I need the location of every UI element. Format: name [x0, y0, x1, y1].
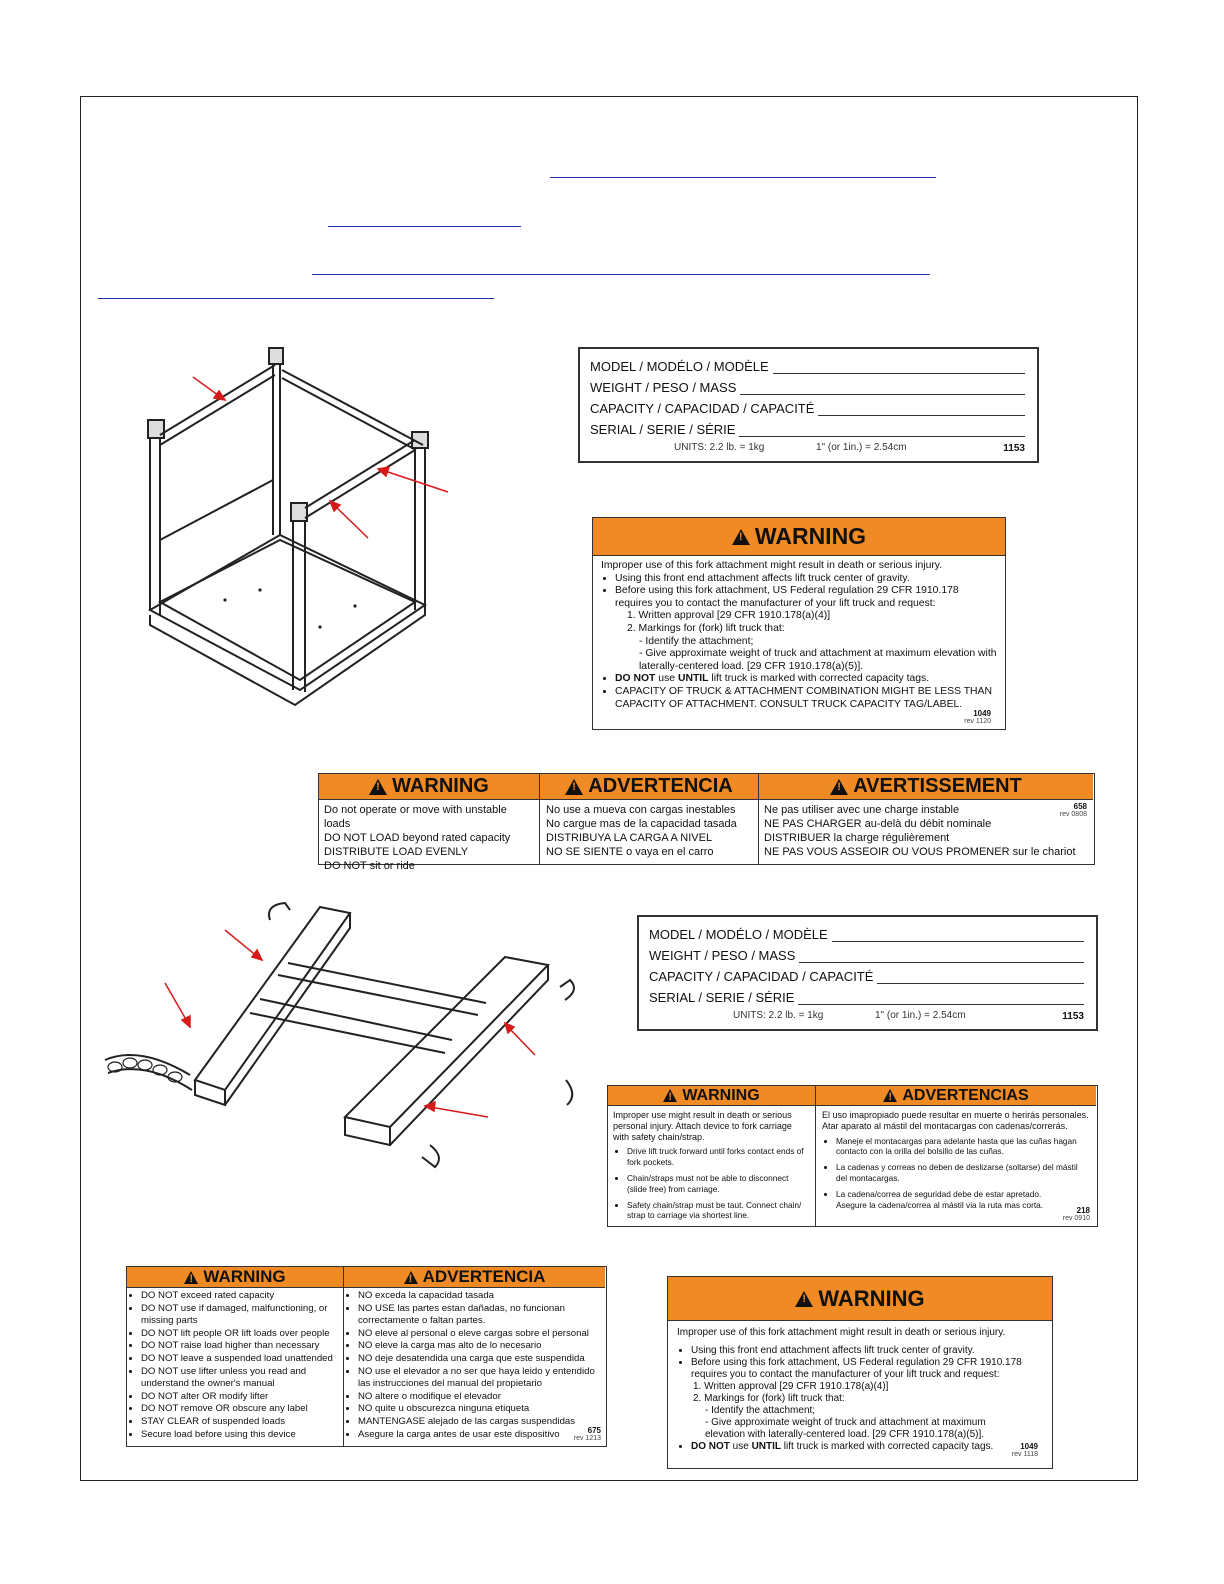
bullet: • Secure load before using this device: [141, 1429, 339, 1442]
bullet: • NO exceda la capacidad tasada: [358, 1290, 601, 1303]
warning-bullet: Before using this fork attachment, US Federal regulation 29 CFR 1910.178 requires you to contact the manufacturer of your lift truck and request:: [615, 585, 959, 609]
warning-sub-dash: - Identify the attachment;: [639, 635, 754, 647]
header-en: WARNING: [203, 1267, 286, 1286]
warning-triangle-icon: [404, 1271, 418, 1284]
bullet: • MANTENGASE alejado de las cargas suspendidas: [358, 1416, 601, 1429]
warning-triangle-icon: [184, 1271, 198, 1284]
bullet: • NO quite u obscurezca ninguna etiqueta: [358, 1403, 601, 1416]
label-number: 658 rev 0808: [1059, 802, 1087, 818]
line: Ne pas utiliser avec une charge instable: [764, 804, 960, 816]
warning-label-218: [607, 1085, 1098, 1227]
bullet: • DO NOT leave a suspended load unattended: [141, 1353, 339, 1366]
line: NE PAS CHARGER au-delà du débit nominale: [764, 818, 992, 830]
warning-sub-item: 1. Written approval [29 CFR 1910.178(a)(4)]: [693, 1381, 889, 1392]
bullet: • NO USE las partes estan dañadas, no funcionan correctamente o faltan partes.: [358, 1303, 601, 1328]
warning-bullet: • DO NOT use UNTIL lift truck is marked with corrected capacity tags.: [615, 673, 997, 686]
warning-sub-item: 1. Written approval [29 CFR 1910.178(a)(4)]: [627, 610, 831, 622]
bullet: • NO eleve al personal o eleve cargas sobre el personal: [358, 1328, 601, 1341]
id-plate-1: [578, 347, 1039, 463]
plate-model-label: MODEL / MODÉLO / MODÈLE: [590, 359, 769, 374]
warning-sub-dash: - Identify the attachment;: [705, 1405, 816, 1416]
id-plate-2: [637, 915, 1098, 1031]
header-es: ADVERTENCIAS: [902, 1086, 1029, 1104]
line: DO NOT LOAD beyond rated capacity: [324, 832, 511, 844]
label-number: 1049 rev 1120: [964, 709, 991, 725]
plate-weight-label: WEIGHT / PESO / MASS: [649, 948, 796, 963]
bullet: • DO NOT use if damaged, malfunctioning, or missing parts: [141, 1303, 339, 1328]
plate-units-in: 1" (or 1in.) = 2.54cm: [816, 442, 907, 453]
warning-triangle-icon: [883, 1089, 897, 1102]
line: No use a mueva con cargas inestables: [546, 804, 736, 816]
bullet: • NO deje desatendida una carga que este suspendida: [358, 1353, 601, 1366]
plate-units-in: 1" (or 1in.) = 2.54cm: [875, 1010, 966, 1021]
warning-header: ! WARNING: [668, 1277, 1052, 1321]
line: DISTRIBUER la charge régulièrement: [764, 832, 950, 844]
bullet: • Safety chain/strap must be taut. Connect chain/ strap to carriage via shortest line.: [627, 1200, 810, 1222]
header-fr: AVERTISSEMENT: [853, 775, 1022, 797]
plate-units-lb: UNITS: 2.2 lb. = 1kg: [674, 442, 765, 453]
line: NO SE SIENTE o vaya en el carro: [546, 846, 714, 858]
warning-triangle-icon: [732, 529, 750, 545]
warning-triangle-icon: [369, 779, 387, 795]
warning-triangle-icon: [830, 779, 848, 795]
bullet: • Maneje el montacargas para adelante hasta que las cuñas hagan contacto con la orilla del bolsillo de las cuñas.: [836, 1136, 1090, 1158]
plate-serial-label: SERIAL / SERIE / SÉRIE: [590, 422, 736, 437]
header-en: WARNING: [392, 775, 489, 797]
header-es: ADVERTENCIA: [422, 1267, 546, 1286]
warning-triangle-icon: [663, 1089, 677, 1102]
plate-number: 1153: [1003, 443, 1025, 454]
bullet: • Chain/straps must not be able to disconnect (slide free) from carriage.: [627, 1173, 810, 1195]
warning-bullet: • CAPACITY OF TRUCK & ATTACHMENT COMBINATION MIGHT BE LESS THAN CAPACITY OF ATTACHMENT. CONSULT TRUCK CAPACITY TAG/LABEL.: [615, 686, 997, 711]
warning-sub-item: 2. Markings for (fork) lift truck that:: [693, 1393, 845, 1404]
plate-capacity-label: CAPACITY / CAPACIDAD / CAPACITÉ: [590, 401, 815, 416]
line: Do not operate or move with unstable loads: [324, 804, 507, 830]
bullet: • DO NOT exceed rated capacity: [141, 1290, 339, 1303]
bullet: • NO eleve la carga mas alto de lo necesario: [358, 1340, 601, 1353]
fork-pocket-drawing: [100, 895, 600, 1185]
header-es: ADVERTENCIA: [588, 775, 733, 797]
warning-label-658: [318, 773, 1095, 872]
bullet: • Asegure la carga antes de usar este dispositivo: [358, 1429, 601, 1442]
warning-bullet: • Using this front end attachment affects lift truck center of gravity.: [691, 1345, 1043, 1357]
plate-serial-label: SERIAL / SERIE / SÉRIE: [649, 990, 795, 1005]
warning-intro: Improper use of this fork attachment might result in death or serious injury.: [677, 1327, 1006, 1338]
bullet: • DO NOT alter OR modify lifter: [141, 1391, 339, 1404]
intro: Improper use might result in death or serious personal injury. Attach device to fork carriage with safety chain/strap.: [613, 1110, 792, 1142]
label-number: 675 rev 1213: [573, 1426, 601, 1442]
bullet: • NO altere o modifique el elevador: [358, 1391, 601, 1404]
warning-bullet: • DO NOT use UNTIL lift truck is marked with corrected capacity tags.: [691, 1441, 1043, 1453]
warning-intro: Improper use of this fork attachment might result in death or serious injury.: [601, 560, 943, 571]
bullet: • DO NOT raise load higher than necessary: [141, 1340, 339, 1353]
warning-triangle-icon: [565, 779, 583, 795]
bullet: • La cadenas y correas no deben de deslizarse (soltarse) del mástil del montacargas.: [836, 1162, 1090, 1184]
warning-triangle-icon: [795, 1291, 813, 1307]
plate-weight-label: WEIGHT / PESO / MASS: [590, 380, 737, 395]
link-underline-3[interactable]: [312, 274, 930, 275]
bullet: • Drive lift truck forward until forks contact ends of fork pockets.: [627, 1146, 810, 1168]
line: DO NOT sit or ride: [324, 860, 415, 872]
link-underline-4[interactable]: [98, 298, 494, 299]
warning-label-1049-top: [592, 517, 1006, 730]
bullet: • STAY CLEAR of suspended loads: [141, 1416, 339, 1429]
warning-bullet: Before using this fork attachment, US Federal regulation 29 CFR 1910.178 requires you to contact the manufacturer of your lift truck and request:: [691, 1357, 1022, 1380]
label-number: 1049 rev 1118: [1011, 1442, 1038, 1458]
line: No cargue mas de la capacidad tasada: [546, 818, 737, 830]
label-number: 218 rev 0910: [1062, 1206, 1090, 1222]
plate-number: 1153: [1062, 1011, 1084, 1022]
line: DISTRIBUTE LOAD EVENLY: [324, 846, 469, 858]
line: NE PAS VOUS ASSEOIR OU VOUS PROMENER sur le chariot: [764, 846, 1076, 858]
intro: El uso imapropiado puede resultar en muerte o herirás personales. Atar aparato al mástil del montacargas con cadenas/correrás.: [822, 1110, 1089, 1131]
bullet: • DO NOT lift people OR lift loads over people: [141, 1328, 339, 1341]
link-underline-2[interactable]: [328, 226, 521, 227]
plate-units-lb: UNITS: 2.2 lb. = 1kg: [733, 1010, 824, 1021]
warning-sub-dash: - Give approximate weight of truck and attachment at maximum elevation with laterally-centered load. [29 CFR 1910.178(a)(5)].: [705, 1417, 986, 1440]
warning-header: ! WARNING: [593, 518, 1005, 556]
header-en: WARNING: [682, 1086, 760, 1104]
plate-capacity-label: CAPACITY / CAPACIDAD / CAPACITÉ: [649, 969, 874, 984]
cage-attachment-drawing: [130, 340, 460, 720]
link-underline-1[interactable]: [550, 177, 936, 178]
warning-bullet: • Using this front end attachment affects lift truck center of gravity.: [615, 573, 997, 586]
plate-model-label: MODEL / MODÉLO / MODÈLE: [649, 927, 828, 942]
warning-sub-item: 2. Markings for (fork) lift truck that:: [627, 622, 785, 634]
warning-label-1049-bottom: [667, 1276, 1053, 1469]
line: DISTRIBUYA LA CARGA A NIVEL: [546, 832, 713, 844]
warning-sub-dash: - Give approximate weight of truck and attachment at maximum elevation with laterally-centered load. [29 CFR 1910.178(a)(5)].: [639, 648, 997, 672]
bullet: • DO NOT remove OR obscure any label: [141, 1403, 339, 1416]
bullet: • La cadena/correa de seguridad debe de estar apretado. Asegure la cadena/correa al mástil via la ruta mas corta.: [836, 1189, 1090, 1211]
bullet: • NO use el elevador a no ser que haya leido y entendido las instrucciones del manual del propietario: [358, 1366, 601, 1391]
bullet: • DO NOT use lifter unless you read and understand the owner's manual: [141, 1366, 339, 1391]
warning-label-675: [126, 1266, 607, 1447]
